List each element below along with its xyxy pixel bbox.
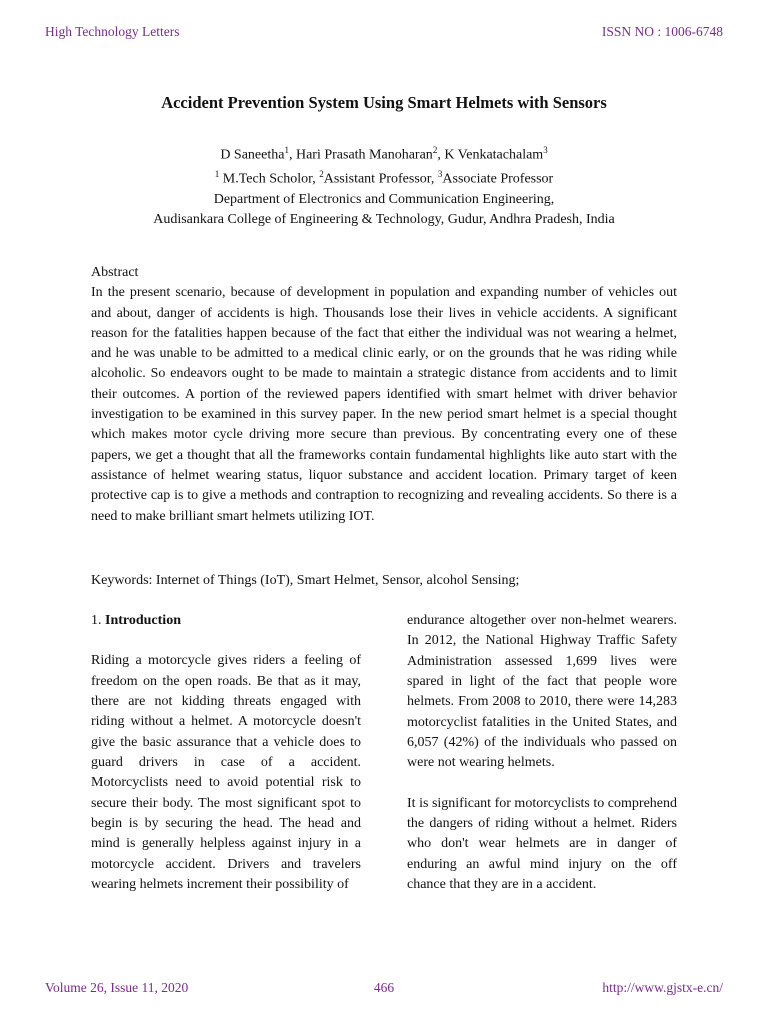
role-text: Associate Professor (442, 172, 554, 188)
issn-number: ISSN NO : 1006-6748 (601, 24, 723, 39)
section-title: Introduction (105, 613, 181, 628)
role-sup: 2 (319, 169, 324, 180)
author-name: D Saneetha (220, 147, 285, 163)
right-column (407, 611, 677, 915)
author-block (0, 141, 768, 230)
left-column (91, 611, 361, 915)
role-sup: 3 (437, 169, 443, 180)
journal-name: High Technology Letters (45, 24, 180, 39)
role-text: Assistant Professor, (323, 172, 438, 188)
intro-paragraph-1: Riding a motorcycle gives riders a feeling of freedom on the open roads. Be that as it may, there are not kidding threats engaged with riding without a helmet. A motorcycle doesn't give the basic assurance that a vehicle does to guard drivers in case of a accident. Motorcyclists need to avoid potential risk to secure their body. The most significant spot to begin is by securing the head. The head and mind is generally helpless against injury in a motorcycle accident. Drivers and travelers wearing helmets increment their possibility of (91, 653, 361, 893)
section-number: 1. (91, 613, 105, 628)
role-sup: 1 (214, 169, 220, 180)
institution: Audisankara College of Engineering & Technology, Gudur, Andhra Pradesh, India (153, 211, 615, 227)
author-sup: 3 (543, 145, 548, 155)
abstract-section (91, 263, 677, 527)
journal-url[interactable]: http://www.gjstx-e.cn/ (602, 980, 723, 995)
intro-paragraph-3: It is significant for motorcyclists to comprehend the dangers of riding without a helmet. Riders who don't wear helmets are in danger of enduring an awful mind injury on the off chance that they are in a accident. (407, 795, 677, 893)
abstract-heading: Abstract (91, 265, 139, 280)
author-sup: 2 (432, 145, 438, 155)
author-name: Hari Prasath Manoharan (295, 147, 433, 163)
abstract-text: In the present scenario, because of development in population and expanding number of vehicles out and about, danger of accidents is high. Thousands lose their lives in vehicle accidents. A significant reason for the fatalities happen because of the fact that either the individual was not wearing a helmet, and he was unable to be admitted to a medical clinic early, or on the grounds that he was riding while alcoholic. So endeavors ought to be made to maintain a strategic distance from accidents and to limit their outcomes. A portion of the reviewed papers identified with smart helmet with driver behavior investigation to be examined in this survey paper. In the new period smart helmet is a special thought which makes motor cycle driving more secure than previous. By concentrating every one of these papers, we get a thought that all the frameworks contain fundamental highlights like auto start with the assistance of helmet wearing status, liquor substance and accident location. Primary target of keen protective cap is to give a methods and contraption to recognizing and revealing accidents. So there is a need to make brilliant smart helmets utilizing IOT. (91, 285, 677, 524)
department: Department of Electronics and Communication Engineering, (213, 191, 555, 207)
section-heading (91, 611, 361, 631)
paper-title: Accident Prevention System Using Smart Helmets with Sensors (161, 93, 607, 112)
author-name: K Venkatachalam (444, 147, 544, 163)
role-text: M.Tech Scholor, (222, 172, 320, 188)
volume-issue: Volume 26, Issue 11, 2020 (45, 980, 189, 995)
author-line: D Saneetha$^1$, Hari Prasath Manoharan$^2$, K Venkatachalam$^3$ (220, 145, 548, 163)
keywords: Keywords: Internet of Things (IoT), Smart Helmet, Sensor, alcohol Sensing; (91, 573, 520, 588)
intro-paragraph-2: endurance altogether over non-helmet wearers. In 2012, the National Highway Traffic Safety Administration assessed 1,699 lives were spared in light of the fact that people wore helmets. From 2008 to 2010, there were 14,283 motorcyclist fatalities in the United States, and 6,057 (42%) of the individuals who passed on were not wearing helmets. (407, 613, 677, 771)
author-sup: 1 (284, 145, 289, 155)
page-number: 466 (373, 980, 395, 995)
affiliation-roles (0, 165, 768, 189)
